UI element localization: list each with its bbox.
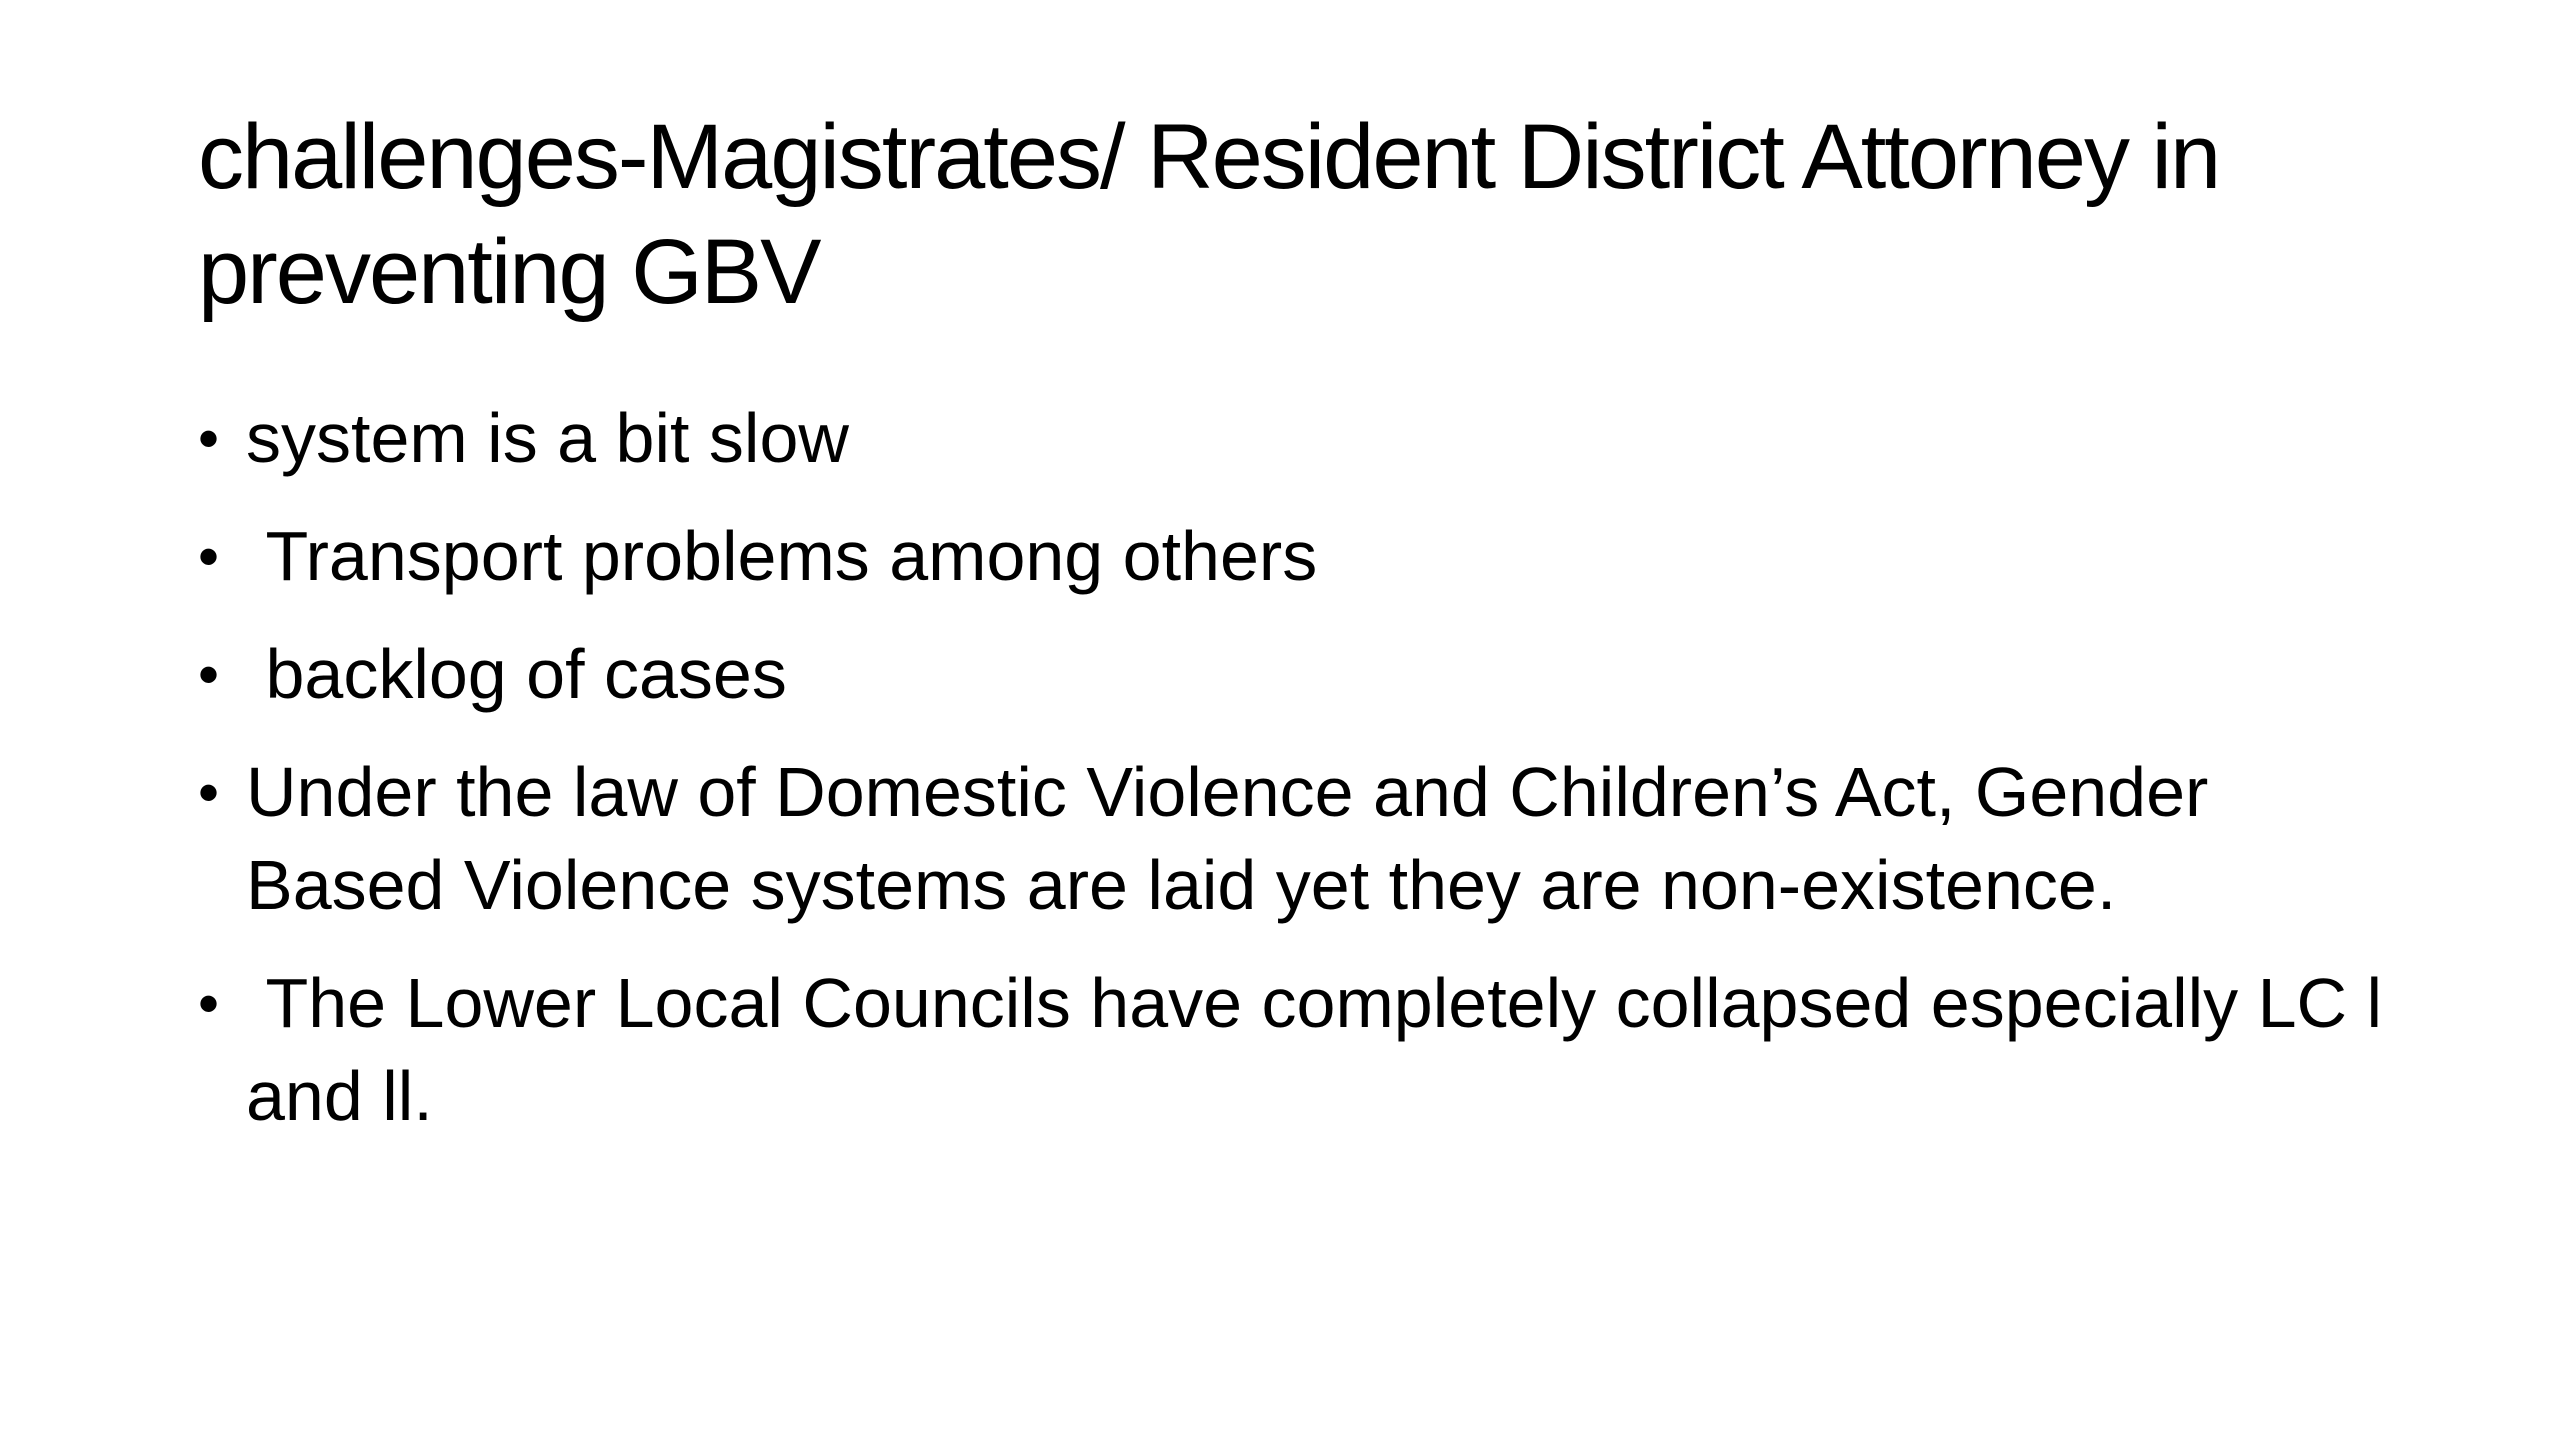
bullet-text: Under the law of Domestic Violence and Children’s Act, Gender Based Violence systems are laid yet they are non-existence.	[246, 753, 2228, 924]
bullet-list	[198, 392, 2402, 1168]
slide-title: challenges-Magistrates/ Resident District Attorney in preventing GBV	[198, 106, 2220, 323]
list-item	[198, 510, 2398, 603]
list-item	[198, 957, 2402, 1143]
bullet-icon: •	[198, 970, 220, 1037]
bullet-text: backlog of cases	[246, 635, 787, 713]
bullet-text: system is a bit slow	[246, 399, 849, 477]
bullet-text: The Lower Local Councils have completely collapsed especially LC l and ll.	[246, 964, 2402, 1135]
bullet-text: Transport problems among others	[246, 517, 1318, 595]
bullet-icon: •	[198, 523, 220, 590]
bullet-icon: •	[198, 641, 220, 708]
list-item	[198, 628, 2398, 721]
bullet-icon: •	[198, 405, 220, 472]
list-item	[198, 746, 2398, 932]
bullet-icon: •	[198, 759, 220, 826]
list-item	[198, 392, 2398, 485]
